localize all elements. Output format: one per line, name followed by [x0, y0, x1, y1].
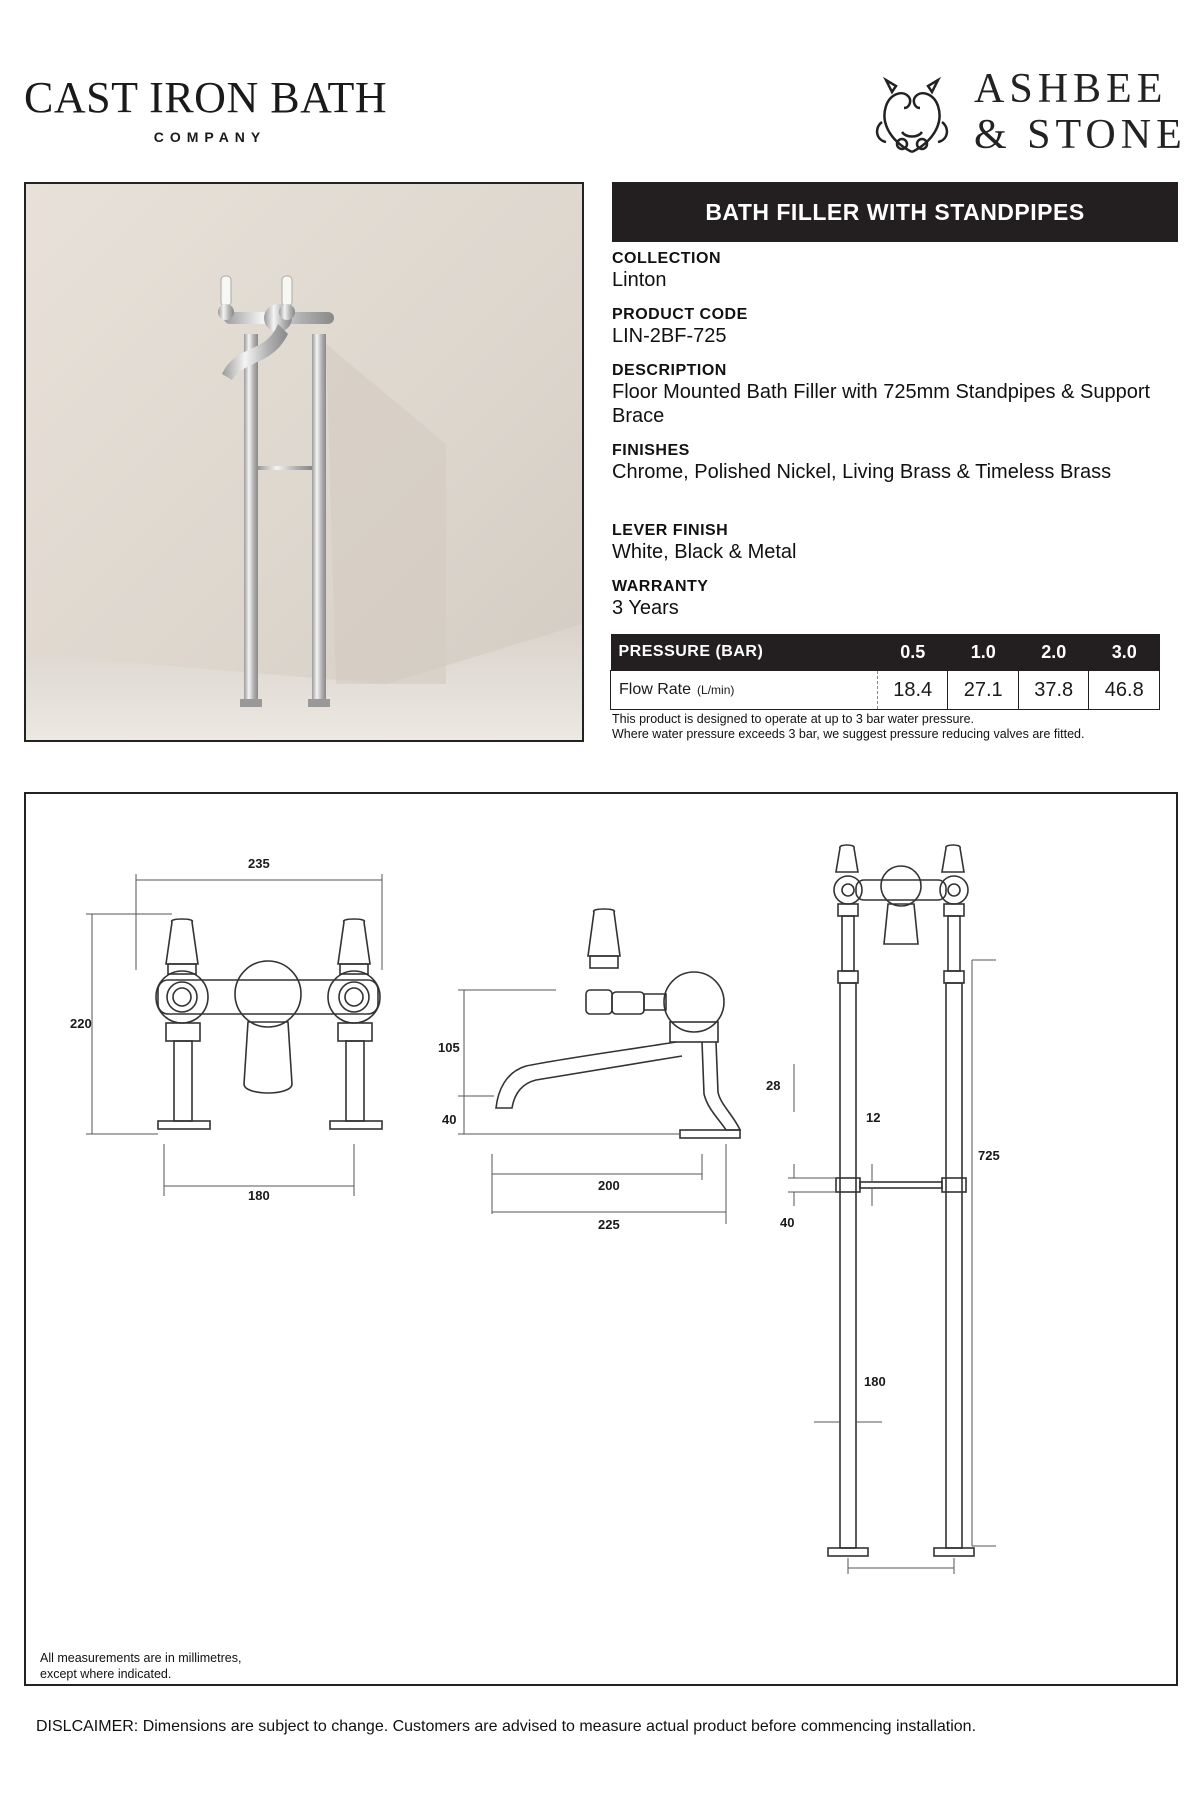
brand-subname: COMPANY: [153, 129, 267, 145]
spec-value: LIN-2BF-725: [612, 325, 727, 347]
pressure-value: 1.0: [948, 634, 1019, 671]
spec-value: Floor Mounted Bath Filler with 725mm Standpipes & Support Brace: [612, 381, 1151, 427]
flow-rate-value: 46.8: [1089, 671, 1160, 710]
brand-logo-ashbee-stone: [862, 62, 1187, 162]
product-photo: [24, 182, 584, 742]
spec-warranty: [612, 578, 1182, 620]
dim-brace-dia: 12: [866, 1110, 881, 1125]
technical-drawing-box: [24, 792, 1178, 1686]
spec-label: LEVER FINISH: [612, 522, 729, 539]
spec-product-code: [612, 306, 1182, 348]
front-view-drawing: [156, 919, 382, 1129]
spec-label: PRODUCT CODE: [612, 306, 748, 323]
measurement-note-line1: All measurements are in millimetres,: [40, 1651, 242, 1665]
dim-brace-height: 28: [766, 1078, 781, 1093]
product-title: BATH FILLER WITH STANDPIPES: [612, 182, 1178, 242]
dim-side-reach: 200: [598, 1178, 620, 1193]
pressure-header-label: PRESSURE (BAR): [611, 634, 878, 671]
seahorse-emblem-icon: [862, 62, 962, 162]
side-view-drawing: [496, 909, 740, 1138]
dim-side-base: 40: [442, 1112, 457, 1127]
spec-label: DESCRIPTION: [612, 362, 727, 379]
dim-side-height: 105: [438, 1040, 460, 1055]
pressure-note-line1: This product is designed to operate at up to 3 bar water pressure.: [612, 712, 975, 726]
spec-label: FINISHES: [612, 442, 690, 459]
flow-rate-value: 37.8: [1018, 671, 1089, 710]
brand-right-line2: & STONE: [974, 112, 1187, 158]
dim-front-height: 220: [70, 1016, 92, 1031]
measurement-note-line2: except where indicated.: [40, 1667, 172, 1681]
dim-pipe-dia: 40: [780, 1215, 795, 1230]
spec-label: COLLECTION: [612, 250, 721, 267]
brand-logo-cast-iron-bath: [24, 72, 390, 145]
pressure-table: [610, 634, 1160, 710]
spec-value: White, Black & Metal: [612, 541, 797, 563]
dim-pipe-height: 725: [978, 1148, 1000, 1163]
pressure-value: 2.0: [1018, 634, 1089, 671]
spec-value: Linton: [612, 269, 667, 291]
pressure-header-row: [611, 634, 1160, 671]
spec-value: 3 Years: [612, 597, 679, 619]
flow-rate-value: 18.4: [877, 671, 948, 710]
flow-rate-label-cell: [611, 671, 878, 710]
spec-description: [612, 362, 1182, 428]
flow-rate-value: 27.1: [948, 671, 1019, 710]
spec-collection: [612, 250, 1182, 292]
pressure-note: [612, 712, 1084, 742]
dim-side-depth: 225: [598, 1217, 620, 1232]
spec-value: Chrome, Polished Nickel, Living Brass & Timeless Brass: [612, 461, 1112, 483]
spec-label: WARRANTY: [612, 578, 709, 595]
spec-finishes: [612, 442, 1182, 484]
flow-rate-unit: (L/min): [697, 683, 735, 697]
pressure-note-line2: Where water pressure exceeds 3 bar, we suggest pressure reducing valves are fitted.: [612, 727, 1085, 741]
flow-rate-row: [611, 671, 1160, 710]
pressure-value: 0.5: [877, 634, 948, 671]
dim-front-centres: 180: [248, 1188, 270, 1203]
flow-rate-label: Flow Rate: [619, 681, 692, 698]
disclaimer: DISLCAIMER: Dimensions are subject to change. Customers are advised to measure actual product before commencing installation.: [36, 1718, 977, 1735]
brand-name: CAST IRON BATH: [24, 73, 388, 122]
dim-standpipe-centres: 180: [864, 1374, 886, 1389]
brand-right-text: [974, 66, 1187, 158]
standpipe-view-drawing: [828, 845, 974, 1556]
measurement-note: [40, 1650, 241, 1682]
brand-right-line1: ASHBEE: [974, 66, 1168, 112]
pressure-value: 3.0: [1089, 634, 1160, 671]
technical-drawing: [26, 794, 1176, 1684]
spec-lever-finish: [612, 522, 1182, 564]
dim-front-width: 235: [248, 856, 270, 871]
